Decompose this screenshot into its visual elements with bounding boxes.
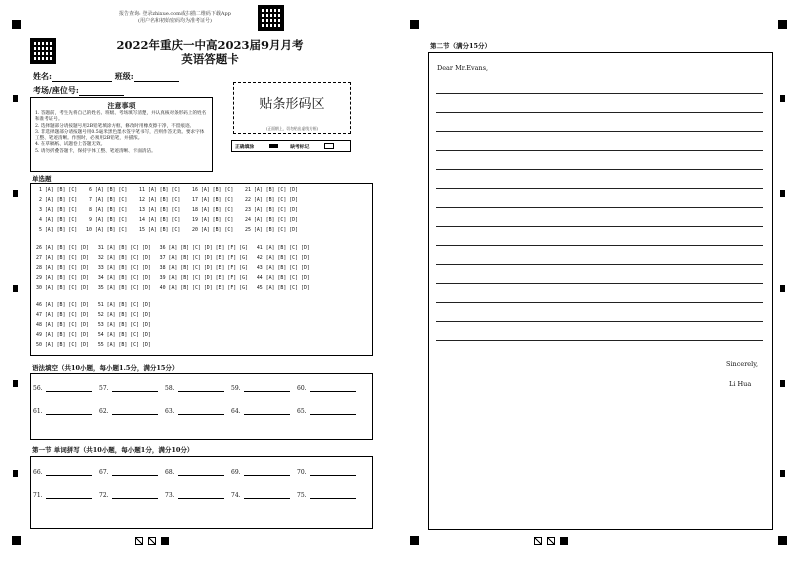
- side-mark: [13, 380, 18, 387]
- question-number: 75.: [297, 492, 307, 499]
- letter-signature: Li Hua: [729, 380, 752, 388]
- seat-label: 考场/座位号:: [33, 85, 79, 95]
- question-number: 74.: [231, 492, 241, 499]
- report-note-line2: (用户名和初始密码均为准考证号): [138, 18, 212, 24]
- notice-item: 1. 答题前，考生先将自己的姓名、班级、考场填写清楚，并认真核对条形码上的姓名和准考证号。: [35, 111, 207, 123]
- choice-row[interactable]: 3 [A] [B] [C] 8 [A] [B] [C] 13 [A] [B] [C] 18 [A] [B] [C] 23 [A] [B] [C] [D]: [36, 207, 299, 213]
- report-note-line1: 报告查询: 登录zhixue.com或扫描二维码下载App: [119, 11, 231, 17]
- choice-row[interactable]: 49 [A] [B] [C] [D] 54 [A] [B] [C] [D]: [36, 332, 151, 338]
- notice-item: 5. 请勿折叠答题卡，保持字体工整、笔迹清晰、卡面清洁。: [35, 148, 156, 154]
- writing-rule-line: [436, 131, 763, 132]
- student-info: [33, 71, 179, 96]
- writing-rule-line: [436, 302, 763, 303]
- question-number: 63.: [165, 408, 175, 415]
- side-mark: [13, 470, 18, 477]
- grammar-row: [33, 407, 363, 415]
- page-block-mark: [560, 537, 568, 545]
- question-number: 65.: [297, 408, 307, 415]
- side-mark: [780, 190, 785, 197]
- download-qr-code: [258, 5, 284, 31]
- question-number: 56.: [33, 385, 43, 392]
- question-number: 68.: [165, 469, 175, 476]
- choice-row[interactable]: 50 [A] [B] [C] [D] 55 [A] [B] [C] [D]: [36, 342, 151, 348]
- writing-box[interactable]: [428, 52, 773, 530]
- question-number: 61.: [33, 408, 43, 415]
- answer-blank[interactable]: [310, 491, 356, 499]
- question-number: 59.: [231, 385, 241, 392]
- choice-row[interactable]: 29 [A] [B] [C] [D] 34 [A] [B] [C] [D] 39 [A] [B] [C] [D] [E] [F] [G] 44 [A] [B] [C] [D]: [36, 275, 310, 281]
- choice-row[interactable]: 5 [A] [B] [C] 10 [A] [B] [C] 15 [A] [B] [C] 20 [A] [B] [C] 25 [A] [B] [C] [D]: [36, 227, 299, 233]
- writing-rule-line: [436, 207, 763, 208]
- absent-mark-label: 缺考标记: [290, 143, 310, 150]
- answer-blank[interactable]: [310, 384, 356, 392]
- page-title: [110, 38, 310, 66]
- choice-row[interactable]: 48 [A] [B] [C] [D] 53 [A] [B] [C] [D]: [36, 322, 151, 328]
- letter-greeting: Dear Mr.Evans,: [437, 64, 489, 72]
- side-mark: [13, 95, 18, 102]
- side-mark: [780, 470, 785, 477]
- side-mark: [780, 380, 785, 387]
- grammar-row: [33, 384, 363, 392]
- answer-blank[interactable]: [178, 384, 224, 392]
- question-number: 67.: [99, 469, 109, 476]
- choice-row[interactable]: 47 [A] [B] [C] [D] 52 [A] [B] [C] [D]: [36, 312, 151, 318]
- question-number: 73.: [165, 492, 175, 499]
- exam-title: 2022年重庆一中高2023届9月月考: [116, 38, 304, 52]
- answer-blank[interactable]: [46, 468, 92, 476]
- writing-title: 第二节（满分15分）: [430, 42, 492, 50]
- choice-row[interactable]: 30 [A] [B] [C] [D] 35 [A] [B] [C] [D] 40 [A] [B] [C] [D] [E] [F] [G] 45 [A] [B] [C] [D]: [36, 285, 310, 291]
- barcode-area: [233, 82, 351, 134]
- notice-item: 2. 选择题部分请按题号用2B铅笔填涂方框，修改时用橡皮擦干净，不留痕迹。: [35, 123, 195, 129]
- writing-rule-line: [436, 169, 763, 170]
- notice-item: 3. 非选择题部分请按题号用0.5毫米黑色墨水签字笔书写，否则作答无效。要求字体工整、笔迹清晰。作图时，必须用2B铅笔，并描浓。: [35, 129, 205, 142]
- barcode-title: 贴条形码区: [259, 97, 325, 112]
- choice-row[interactable]: 46 [A] [B] [C] [D] 51 [A] [B] [C] [D]: [36, 302, 151, 308]
- corner-mark: [12, 20, 21, 29]
- page-slash-mark: [135, 537, 143, 545]
- writing-rule-line: [436, 321, 763, 322]
- subject-title: 英语答题卡: [181, 52, 239, 66]
- answer-blank[interactable]: [244, 491, 290, 499]
- question-number: 58.: [165, 385, 175, 392]
- page-block-mark: [161, 537, 169, 545]
- writing-rule-line: [436, 264, 763, 265]
- choice-row[interactable]: 1 [A] [B] [C] 6 [A] [B] [C] 11 [A] [B] [C] 16 [A] [B] [C] 21 [A] [B] [C] [D]: [36, 187, 299, 193]
- answer-blank[interactable]: [112, 407, 158, 415]
- notice-title: 注意事项: [107, 101, 136, 110]
- answer-blank[interactable]: [310, 468, 356, 476]
- question-number: 70.: [297, 469, 307, 476]
- question-number: 72.: [99, 492, 109, 499]
- choice-row[interactable]: 26 [A] [B] [C] [D] 31 [A] [B] [C] [D] 36 [A] [B] [C] [D] [E] [F] [G] 41 [A] [B] [C] [D]: [36, 245, 310, 251]
- choice-row[interactable]: 2 [A] [B] [C] 7 [A] [B] [C] 12 [A] [B] [C] 17 [A] [B] [C] 22 [A] [B] [C] [D]: [36, 197, 299, 203]
- answer-blank[interactable]: [46, 407, 92, 415]
- writing-rule-line: [436, 283, 763, 284]
- student-qr-code: [30, 38, 56, 64]
- corner-mark: [12, 536, 21, 545]
- page-slash-mark: [547, 537, 555, 545]
- answer-blank[interactable]: [244, 384, 290, 392]
- page-slash-mark: [534, 537, 542, 545]
- barcode-note: (正面朝上，切勿贴出虚线方框): [265, 126, 319, 131]
- correct-fill-label: 正确填涂: [235, 143, 255, 150]
- side-mark: [780, 285, 785, 292]
- corner-mark: [778, 20, 787, 29]
- side-mark: [13, 190, 18, 197]
- answer-blank[interactable]: [46, 384, 92, 392]
- choice-row[interactable]: 4 [A] [B] [C] 9 [A] [B] [C] 14 [A] [B] [C] 19 [A] [B] [C] 24 [A] [B] [C] [D]: [36, 217, 299, 223]
- answer-blank[interactable]: [244, 468, 290, 476]
- question-number: 57.: [99, 385, 109, 392]
- writing-rule-line: [436, 188, 763, 189]
- answer-blank[interactable]: [46, 491, 92, 499]
- corner-mark: [410, 536, 419, 545]
- fill-example: [231, 140, 351, 152]
- spelling-title: 第一节 单词拼写（共10小题，每小题1分，满分10分）: [32, 446, 194, 454]
- seat-field[interactable]: [79, 87, 124, 96]
- correct-fill-sample: [269, 144, 278, 148]
- writing-rule-line: [436, 245, 763, 246]
- corner-mark: [410, 20, 419, 29]
- side-mark: [780, 95, 785, 102]
- question-number: 71.: [33, 492, 43, 499]
- choice-row[interactable]: 27 [A] [B] [C] [D] 32 [A] [B] [C] [D] 37 [A] [B] [C] [D] [E] [F] [G] 42 [A] [B] [C] [D]: [36, 255, 310, 261]
- spelling-row: [33, 491, 363, 499]
- name-label: 姓名:: [33, 71, 52, 81]
- answer-blank[interactable]: [244, 407, 290, 415]
- writing-rule-line: [436, 340, 763, 341]
- question-number: 60.: [297, 385, 307, 392]
- letter-closing: Sincerely,: [726, 360, 759, 368]
- answer-blank[interactable]: [112, 468, 158, 476]
- grammar-title: 语法填空（共10小题，每小题1.5分，满分15分）: [32, 364, 179, 372]
- report-note: [100, 11, 250, 25]
- answer-blank[interactable]: [178, 407, 224, 415]
- writing-rule-line: [436, 93, 763, 94]
- notice-item: 4. 在草稿纸、试题卷上答题无效。: [35, 142, 106, 148]
- writing-rule-line: [436, 112, 763, 113]
- absent-mark-box[interactable]: [324, 143, 334, 149]
- spelling-row: [33, 468, 363, 476]
- question-number: 64.: [231, 408, 241, 415]
- answer-blank[interactable]: [178, 468, 224, 476]
- question-number: 69.: [231, 469, 241, 476]
- question-number: 62.: [99, 408, 109, 415]
- writing-rule-line: [436, 150, 763, 151]
- corner-mark: [778, 536, 787, 545]
- answer-blank[interactable]: [178, 491, 224, 499]
- notice-box: [30, 97, 213, 172]
- writing-rule-line: [436, 226, 763, 227]
- page-slash-mark: [148, 537, 156, 545]
- answer-blank[interactable]: [112, 384, 158, 392]
- class-field[interactable]: [134, 73, 179, 82]
- class-label: 班级:: [114, 71, 134, 81]
- choice-row[interactable]: 28 [A] [B] [C] [D] 33 [A] [B] [C] [D] 38 [A] [B] [C] [D] [E] [F] [G] 43 [A] [B] [C] [D]: [36, 265, 310, 271]
- answer-blank[interactable]: [310, 407, 356, 415]
- question-number: 66.: [33, 469, 43, 476]
- answer-blank[interactable]: [112, 491, 158, 499]
- side-mark: [13, 285, 18, 292]
- single-choice-title: 单选题: [32, 175, 52, 183]
- name-field[interactable]: [52, 73, 112, 82]
